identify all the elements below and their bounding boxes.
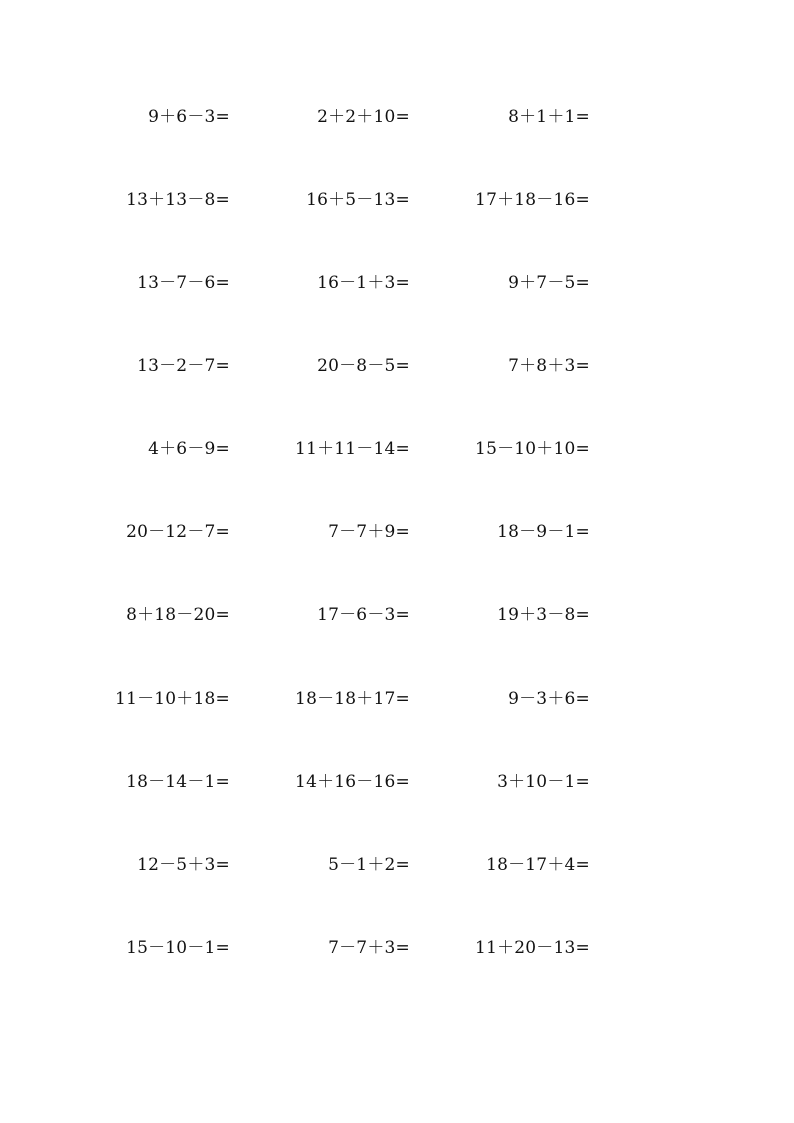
math-problem: 13＋13－8= [126, 190, 230, 210]
math-problem: 18－17＋4= [486, 855, 590, 875]
math-problem: 8＋1＋1= [508, 107, 590, 127]
math-problem: 18－18＋17= [295, 689, 410, 709]
math-problem: 12－5＋3= [137, 855, 230, 875]
math-problem: 15－10－1= [126, 938, 230, 958]
math-problem: 15－10＋10= [475, 439, 590, 459]
problem-row [0, 933, 794, 963]
problem-row [0, 850, 794, 880]
math-problem: 17－6－3= [317, 605, 410, 625]
math-problem: 9＋6－3= [148, 107, 230, 127]
math-problem: 16－1＋3= [317, 273, 410, 293]
math-problem: 7－7＋3= [328, 938, 410, 958]
math-problem: 18－9－1= [497, 522, 590, 542]
problem-row [0, 434, 794, 464]
math-problem: 9－3＋6= [508, 689, 590, 709]
math-problem: 11－10＋18= [115, 689, 230, 709]
math-problem: 13－7－6= [137, 273, 230, 293]
math-problem: 19＋3－8= [497, 605, 590, 625]
math-problem: 14＋16－16= [295, 772, 410, 792]
math-problem: 5－1＋2= [328, 855, 410, 875]
math-problem: 17＋18－16= [475, 190, 590, 210]
math-problem: 8＋18－20= [126, 605, 230, 625]
math-problem: 11＋20－13= [475, 938, 590, 958]
problem-row [0, 684, 794, 714]
math-problem: 20－12－7= [126, 522, 230, 542]
math-problem: 13－2－7= [137, 356, 230, 376]
math-problem: 18－14－1= [126, 772, 230, 792]
math-problem: 9＋7－5= [508, 273, 590, 293]
math-problem: 7－7＋9= [328, 522, 410, 542]
problem-row [0, 517, 794, 547]
problem-row [0, 102, 794, 132]
math-problem: 3＋10－1= [497, 772, 590, 792]
problem-row [0, 767, 794, 797]
problem-row [0, 268, 794, 298]
math-problem: 11＋11－14= [295, 439, 410, 459]
problem-row [0, 600, 794, 630]
problem-row [0, 185, 794, 215]
math-problem: 16＋5－13= [306, 190, 410, 210]
math-problem: 4＋6－9= [148, 439, 230, 459]
math-problem: 7＋8＋3= [508, 356, 590, 376]
math-problem: 2＋2＋10= [317, 107, 410, 127]
math-problem: 20－8－5= [317, 356, 410, 376]
problem-row [0, 351, 794, 381]
